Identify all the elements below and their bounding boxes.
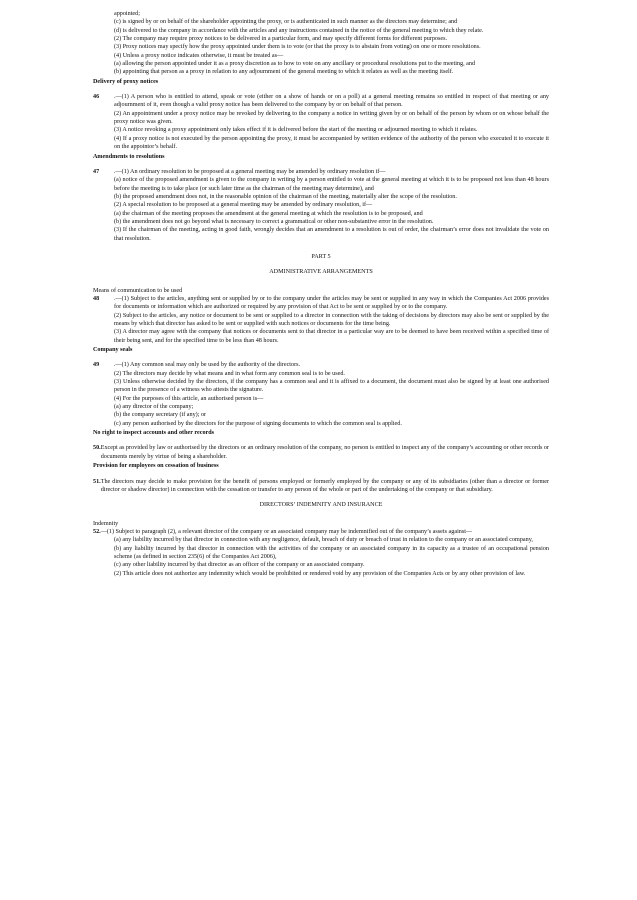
spacer — [93, 86, 549, 93]
article-number: 47 — [93, 168, 100, 175]
spacer — [93, 161, 549, 168]
paragraph: (c) any other liability incurred by that director as an officer of the company or an associated company. — [114, 562, 365, 569]
paragraph: (b) the proposed amendment does not, in the reasonable opinion of the chairman of the meeting, materially alter the scope of the resolution. — [114, 193, 457, 200]
spacer — [93, 261, 549, 268]
paragraph: (4) Unless a proxy notice indicates otherwise, it must be treated as— — [114, 52, 284, 59]
paragraph: (b) the amendment does not go beyond what is necessary to correct a grammatical or other non-substantive error in the resolution. — [114, 218, 434, 225]
article-text: .—(1) Subject to the articles, anything sent or supplied by or to the company under the articles may be sent or supplied in any way in which the Companies Act 2006 provides for documents or information which are authorized or required by any provision of that Act to be sent or supplied by or to the company. — [114, 295, 549, 311]
paragraph: (4) If a proxy notice is not executed by the person appointing the proxy, it must be accompanied by written evidence of the authority of the person who executed it to execute it on the appointor’s behalf. — [114, 135, 549, 151]
paragraph: (2) A special resolution to be proposed at a general meeting may be amended by ordinary resolution, if— — [114, 202, 373, 209]
paragraph: (c) is signed by or on behalf of the shareholder appointing the proxy, or is authenticated in such manner as the directors may determine; and — [114, 19, 458, 26]
paragraph: (4) For the purposes of this article, an authorised person is— — [114, 395, 264, 402]
paragraph: Indemnity — [93, 520, 119, 527]
paragraph: (b) the company secretary (if any); or — [114, 412, 207, 419]
section-heading: Provision for employees on cessation of business — [93, 463, 219, 470]
spacer — [93, 437, 549, 444]
spacer — [93, 277, 549, 287]
paragraph: (a) any liability incurred by that director in connection with any negligence, default, breach of duty or breach of trust in relation to the company or an associated company, — [114, 537, 533, 544]
section-heading: Delivery of proxy notices — [93, 78, 159, 85]
paragraph: (d) is delivered to the company in accordance with the articles and any instructions contained in the notice of the general meeting to which they relate. — [114, 27, 484, 34]
spacer — [93, 354, 549, 361]
spacer — [93, 510, 549, 520]
article-paragraph — [93, 528, 549, 536]
section-heading: Company seals — [93, 347, 133, 354]
paragraph: (3) A director may agree with the company that notices or documents sent to that director in a particular way are to be deemed to have been received within a specified time of their being sent, and for the specified time to be less than 48 hours. — [114, 329, 549, 344]
article-number: 52. — [93, 528, 101, 535]
paragraph: (a) allowing the person appointed under it as a proxy discretion as to how to vote on any ancillary or procedural resolutions put to the meeting, and — [114, 61, 476, 68]
article-paragraph — [93, 478, 549, 495]
article-text: —(1) Subject to paragraph (2), a relevant director of the company or an associated company may be indemnified out of the company’s assets against— — [100, 528, 473, 535]
paragraph: (3) Unless otherwise decided by the directors, if the company has a common seal and it is affixed to a document, the document must also be signed by at least one authorised person in the presence of a witness who attests the signature. — [114, 379, 549, 394]
paragraph: (a) any director of the company; — [114, 404, 194, 411]
article-text: Except as provided by law or authorised by the directors or an ordinary resolution of the company, no person is entitled to inspect any of the company’s accounting or other records or documents merely by virtue of being a shareholder. — [100, 445, 549, 460]
paragraph: appointed; — [114, 11, 140, 17]
article-number: 49 — [93, 362, 100, 369]
section-heading: Amendments to resolutions — [93, 153, 165, 160]
article-paragraph — [93, 295, 549, 312]
spacer — [93, 494, 549, 501]
spacer — [93, 243, 549, 253]
article-paragraph — [93, 361, 549, 369]
spacer — [93, 471, 549, 478]
centered-heading: DIRECTORS’ INDEMNITY AND INSURANCE — [259, 502, 383, 509]
article-paragraph — [93, 168, 549, 176]
paragraph: (a) notice of the proposed amendment is given to the company in writing by a person entitled to vote at the general meeting at which it is to be proposed not less than 48 hours before the meeting is to take place (or such later time as the chairman of the meeting may determine), and — [114, 177, 549, 192]
paragraph: (3) Proxy notices may specify how the proxy appointed under them is to vote (or that the proxy is to abstain from voting) on one or more resolutions. — [114, 44, 481, 51]
paragraph: (3) If the chairman of the meeting, acting in good faith, wrongly decides that an amendment to a resolution is out of order, the chairman’s error does not invalidate the vote on that resolution. — [114, 227, 549, 242]
section-heading: No right to inspect accounts and other records — [93, 430, 215, 437]
paragraph: (a) the chairman of the meeting proposes the amendment at the general meeting at which the resolution is to be proposed, and — [114, 210, 423, 217]
paragraph: Means of communication to be used — [93, 287, 183, 294]
article-number: 51. — [93, 478, 101, 485]
article-text: .—(1) Any common seal may only be used by the authority of the directors. — [114, 362, 301, 369]
article-paragraph — [93, 444, 549, 461]
article-text: The directors may decide to make provision for the benefit of persons employed or formerly employed by the company or any of its subsidiaries (other than a director or former director or shadow director) in connection with the cessation or transfer to any person of the whole or part of the undertaking of the company or that subsidiary. — [100, 478, 549, 493]
article-paragraph — [93, 93, 549, 110]
paragraph: (b) appointing that person as a proxy in relation to any adjournment of the general meeting to which it relates as well as the meeting itself. — [114, 69, 454, 76]
article-number: 50. — [93, 445, 101, 452]
paragraph: (2) The directors may decide by what means and in what form any common seal is to be used. — [114, 370, 345, 377]
article-number: 46 — [93, 94, 100, 101]
paragraph: (2) This article does not authorize any indemnity which would be prohibited or rendered void by any provision of the Companies Acts or by any other provision of law. — [114, 570, 526, 577]
centered-heading: ADMINISTRATIVE ARRANGEMENTS — [269, 269, 373, 276]
article-text: .—(1) A person who is entitled to attend, speak or vote (either on a show of hands or on a poll) at a general meeting remains so entitled in respect of that meeting or any adjournment of it, even though a valid proxy notice has been delivered to the company by or on behalf of that person. — [114, 94, 549, 109]
paragraph: (2) An appointment under a proxy notice may be revoked by delivering to the company a notice in writing given by or on behalf of the person by whom or on whose behalf the proxy notice was given. — [114, 110, 549, 126]
paragraph: (3) A notice revoking a proxy appointment only takes effect if it is delivered before the start of the meeting or adjourned meeting to which it relates. — [114, 127, 478, 134]
paragraph: (2) The company may require proxy notices to be delivered in a particular form, and may specify different forms for different purposes. — [114, 36, 448, 43]
article-text: .—(1) An ordinary resolution to be proposed at a general meeting may be amended by ordinary resolution if— — [114, 168, 386, 175]
paragraph: (c) any person authorised by the directors for the purpose of signing documents to which the common seal is applied. — [114, 420, 402, 427]
article-number: 48 — [93, 295, 100, 302]
paragraph: (2) Subject to the articles, any notice or document to be sent or supplied to a director in connection with the taking of decisions by directors may also be sent or supplied by the means by which that director has asked to be sent or supplied with such notices or documents for the time being. — [114, 312, 549, 327]
paragraph: (b) any liability incurred by that director in connection with the activities of the company or an associated company in its capacity as a trustee of an occupational pension scheme (as defined in section 235(6) of the Companies Act 2006), — [114, 545, 549, 560]
centered-heading: PART 5 — [311, 253, 331, 260]
